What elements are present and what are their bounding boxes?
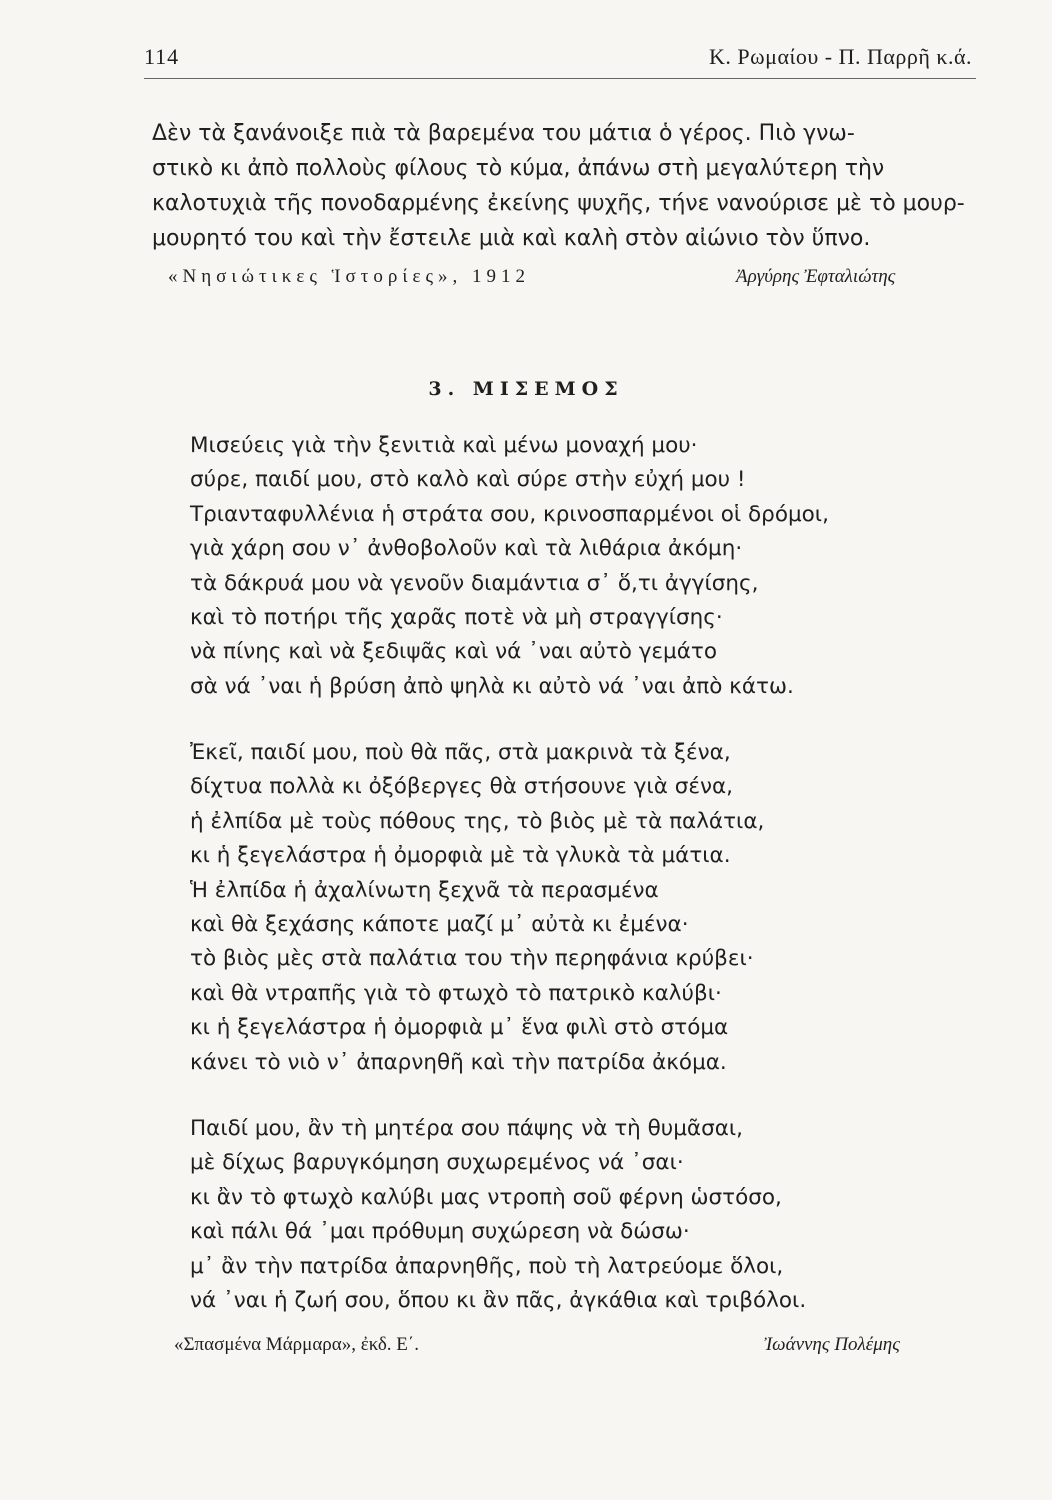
poem-line: Ἐκεῖ, παιδί μου, ποὺ θὰ πᾶς, στὰ μακρινὰ τὰ ξένα, xyxy=(190,740,731,765)
prose-paragraph xyxy=(152,116,978,256)
poem-stanza-2 xyxy=(190,736,950,1080)
poem-line: Μισεύεις γιὰ τὴν ξενιτιὰ καὶ μένω μοναχή μου· xyxy=(190,433,698,458)
poem-line: γιὰ χάρη σου ν᾽ ἀνθοβολοῦν καὶ τὰ λιθάρια ἀκόμη· xyxy=(190,536,743,562)
header-rule xyxy=(144,78,976,79)
poem-line: κι ἂν τὸ φτωχὸ καλύβι μας ντροπὴ σοῦ φέρνη ὡστόσο, xyxy=(190,1184,782,1210)
prose-line: καλοτυχιὰ τῆς πονοδαρμένης ἐκείνης ψυχῆς, τήνε νανούρισε μὲ τὸ μουρ- xyxy=(152,191,965,216)
poem-line: νὰ πίνης καὶ νὰ ξεδιψᾶς καὶ νά ᾽ναι αὐτὸ γεμάτο xyxy=(190,639,717,665)
poem-line: τὸ βιὸς μὲς στὰ παλάτια του τὴν περηφάνια κρύβει· xyxy=(190,946,754,972)
poem-line: Παιδί μου, ἂν τὴ μητέρα σου πάψης νὰ τὴ θυμᾶσαι, xyxy=(190,1116,743,1141)
prose-line: μουρητό του καὶ τὴν ἔστειλε μιὰ καὶ καλὴ στὸν αἰώνιο τὸν ὕπνο. xyxy=(152,226,871,251)
poem-line: μὲ δίχως βαρυγκόμηση συχωρεμένος νά ᾽σαι· xyxy=(190,1150,684,1176)
poem-line: δίχτυα πολλὰ κι ὀξόβεργες θὰ στήσουνε γιὰ σένα, xyxy=(190,774,733,800)
poem-line: κάνει τὸ νιὸ ν᾽ ἀπαρνηθῆ καὶ τὴν πατρίδα ἀκόμα. xyxy=(190,1049,727,1075)
poem-line: ἡ ἐλπίδα μὲ τοὺς πόθους της, τὸ βιὸς μὲ τὰ παλάτια, xyxy=(190,808,765,834)
attribution-author-1: Ἀργύρης Ἐφταλιώτης xyxy=(736,266,896,287)
page-header xyxy=(144,38,972,78)
poem-line: μ᾽ ἂν τὴν πατρίδα ἀπαρνηθῆς, ποὺ τὴ λατρεύομε ὅλοι, xyxy=(190,1253,784,1279)
poem-stanza-3 xyxy=(190,1112,950,1318)
poem-title: 3. ΜΙΣΕΜΟΣ xyxy=(428,378,624,400)
page-number: 114 xyxy=(144,44,180,69)
poem-line: καὶ τὸ ποτήρι τῆς χαρᾶς ποτὲ νὰ μὴ στραγγίσης· xyxy=(190,605,723,631)
attribution-source-1: «Νησιώτικες Ἱστορίες», 1912 xyxy=(168,266,530,287)
poem-line: καὶ θὰ ξεχάσης κάποτε μαζί μ᾽ αὐτὰ κι ἐμένα· xyxy=(190,912,689,938)
poem-line: σὰ νά ᾽ναι ἡ βρύση ἀπὸ ψηλὰ κι αὐτὸ νά ᾽ναι ἀπὸ κάτω. xyxy=(190,673,794,699)
poem-line: Τριανταφυλλένια ἡ στράτα σου, κρινοσπαρμένοι οἱ δρόμοι, xyxy=(190,501,829,527)
poem-line: τὰ δάκρυά μου νὰ γενοῦν διαμάντια σ᾽ ὅ,τι ἀγγίσης, xyxy=(190,570,759,596)
poem-line: καὶ θὰ ντραπῆς γιὰ τὸ φτωχὸ τὸ πατρικὸ καλύβι· xyxy=(190,980,722,1006)
prose-line: Δὲν τὰ ξανάνοιξε πιὰ τὰ βαρεμένα του μάτια ὁ γέρος. Πιὸ γνω- xyxy=(152,121,855,146)
attribution-source-2: «Σπασμένα Μάρμαρα», ἐκδ. Ε΄. xyxy=(174,1334,419,1355)
poem-line: νά ᾽ναι ἡ ζωή σου, ὅπου κι ἂν πᾶς, ἀγκάθια καὶ τριβόλοι. xyxy=(190,1288,807,1314)
prose-line: στικὸ κι ἀπὸ πολλοὺς φίλους τὸ κύμα, ἀπάνω στὴ μεγαλύτερη τὴν xyxy=(152,156,885,181)
poem-line: Ἡ ἐλπίδα ἡ ἀχαλίνωτη ξεχνᾶ τὰ περασμένα xyxy=(190,877,659,903)
poem-line: κι ἡ ξεγελάστρα ἡ ὀμορφιὰ μ᾽ ἕνα φιλὶ στὸ στόμα xyxy=(190,1015,729,1041)
running-head: Κ. Ρωμαίου - Π. Παρρῆ κ.ά. xyxy=(709,44,972,69)
attribution-author-2: Ἰωάννης Πολέμης xyxy=(764,1334,900,1355)
poem-line: κι ἡ ξεγελάστρα ἡ ὀμορφιὰ μὲ τὰ γλυκὰ τὰ μάτια. xyxy=(190,843,731,869)
poem-line: σύρε, παιδί μου, στὸ καλὸ καὶ σύρε στὴν εὐχή μου ! xyxy=(190,467,746,493)
poem-line: καὶ πάλι θά ᾽μαι πρόθυμη συχώρεση νὰ δώσω· xyxy=(190,1219,690,1245)
poem-stanza-1 xyxy=(190,429,950,704)
